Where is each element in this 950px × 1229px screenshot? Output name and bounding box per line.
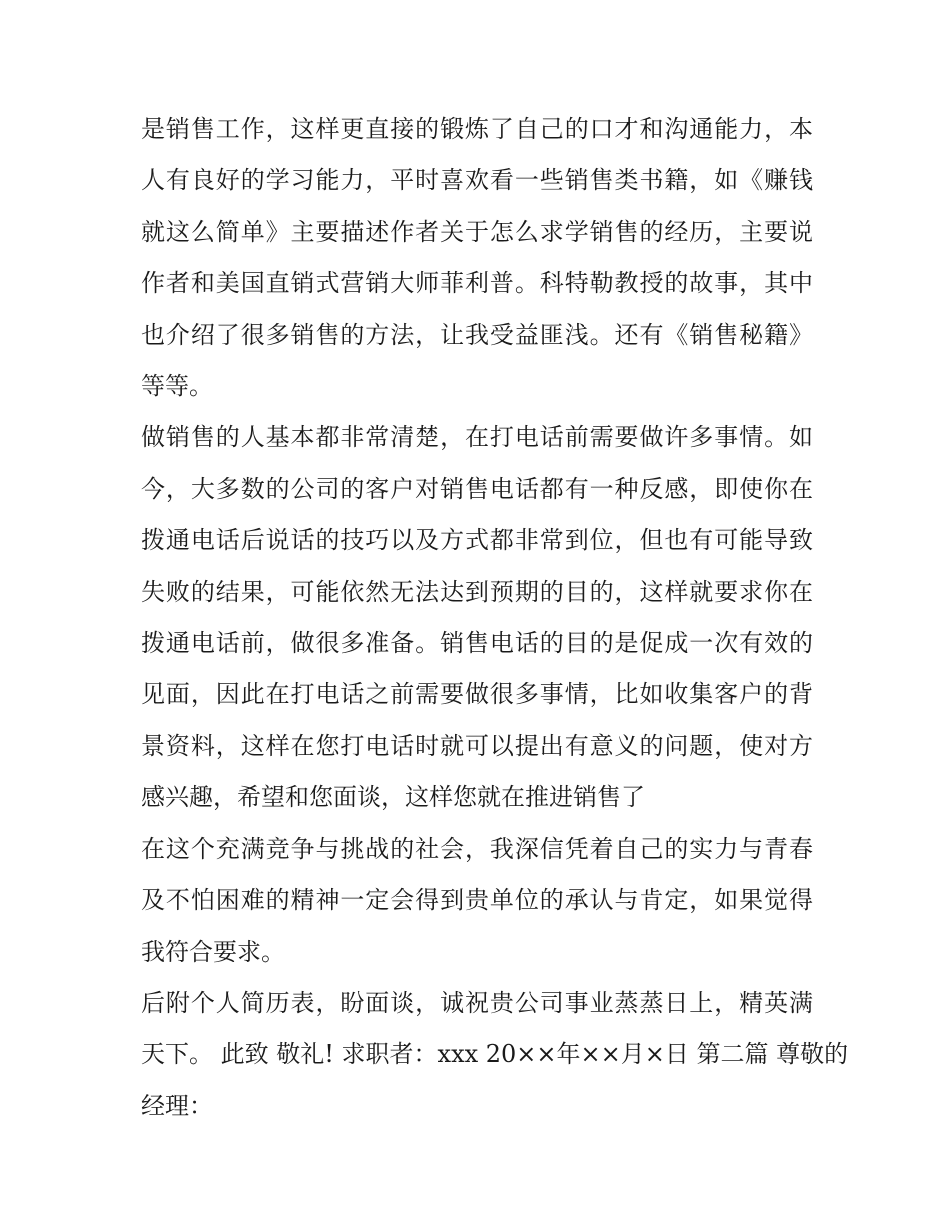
paragraph-confidence <box>141 824 813 978</box>
text-line: 见面，因此在打电话之前需要做很多事情，比如收集客户的背 <box>141 680 813 709</box>
text-line: 等等。 <box>141 372 213 401</box>
text-line: 拨通电话后说话的技巧以及方式都非常到位，但也有可能导致 <box>141 526 813 555</box>
text-line: 感兴趣，希望和您面谈，这样您就在推进销售了 <box>141 783 645 812</box>
text-line: 是销售工作，这样更直接的锻炼了自己的口才和沟通能力，本 <box>141 115 813 143</box>
text-line: 作者和美国直销式营销大师菲利普。科特勒教授的故事，其中 <box>141 269 813 298</box>
text-line: 在这个充满竞争与挑战的社会，我深信凭着自己的实力与青春 <box>141 834 813 863</box>
text-line: 景资料，这样在您打电话时就可以提出有意义的问题，使对方 <box>141 731 813 760</box>
paragraph-sales-experience <box>141 104 813 412</box>
text-line: 今，大多数的公司的客户对销售电话都有一种反感，即使你在 <box>141 474 813 503</box>
text-line: 就这么简单》主要描述作者关于怎么求学销售的经历，主要说 <box>141 217 813 246</box>
text-line: 我符合要求。 <box>141 937 285 966</box>
text-line: 也介绍了很多销售的方法，让我受益匪浅。还有《销售秘籍》 <box>141 320 813 349</box>
paragraph-phone-preparation <box>141 412 813 823</box>
text-line: 人有良好的学习能力，平时喜欢看一些销售类书籍，如《赚钱 <box>141 166 813 195</box>
text-line: 做销售的人基本都非常清楚，在打电话前需要做许多事情。如 <box>141 423 813 452</box>
paragraph-closing <box>141 978 849 1132</box>
text-line: 经理： <box>141 1091 213 1120</box>
text-line: 拨通电话前，做很多准备。销售电话的目的是促成一次有效的 <box>141 629 813 658</box>
text-line: 后附个人简历表，盼面谈，诚祝贵公司事业蒸蒸日上，精英满 <box>141 988 813 1017</box>
text-line: 天下。 此致 敬礼! 求职者：xxx 20××年××月×日 第二篇 尊敬的 <box>141 1040 849 1069</box>
text-line: 失败的结果，可能依然无法达到预期的目的，这样就要求你在 <box>141 577 813 606</box>
text-line: 及不怕困难的精神一定会得到贵单位的承认与肯定，如果觉得 <box>141 886 813 915</box>
document-body <box>141 104 849 1132</box>
